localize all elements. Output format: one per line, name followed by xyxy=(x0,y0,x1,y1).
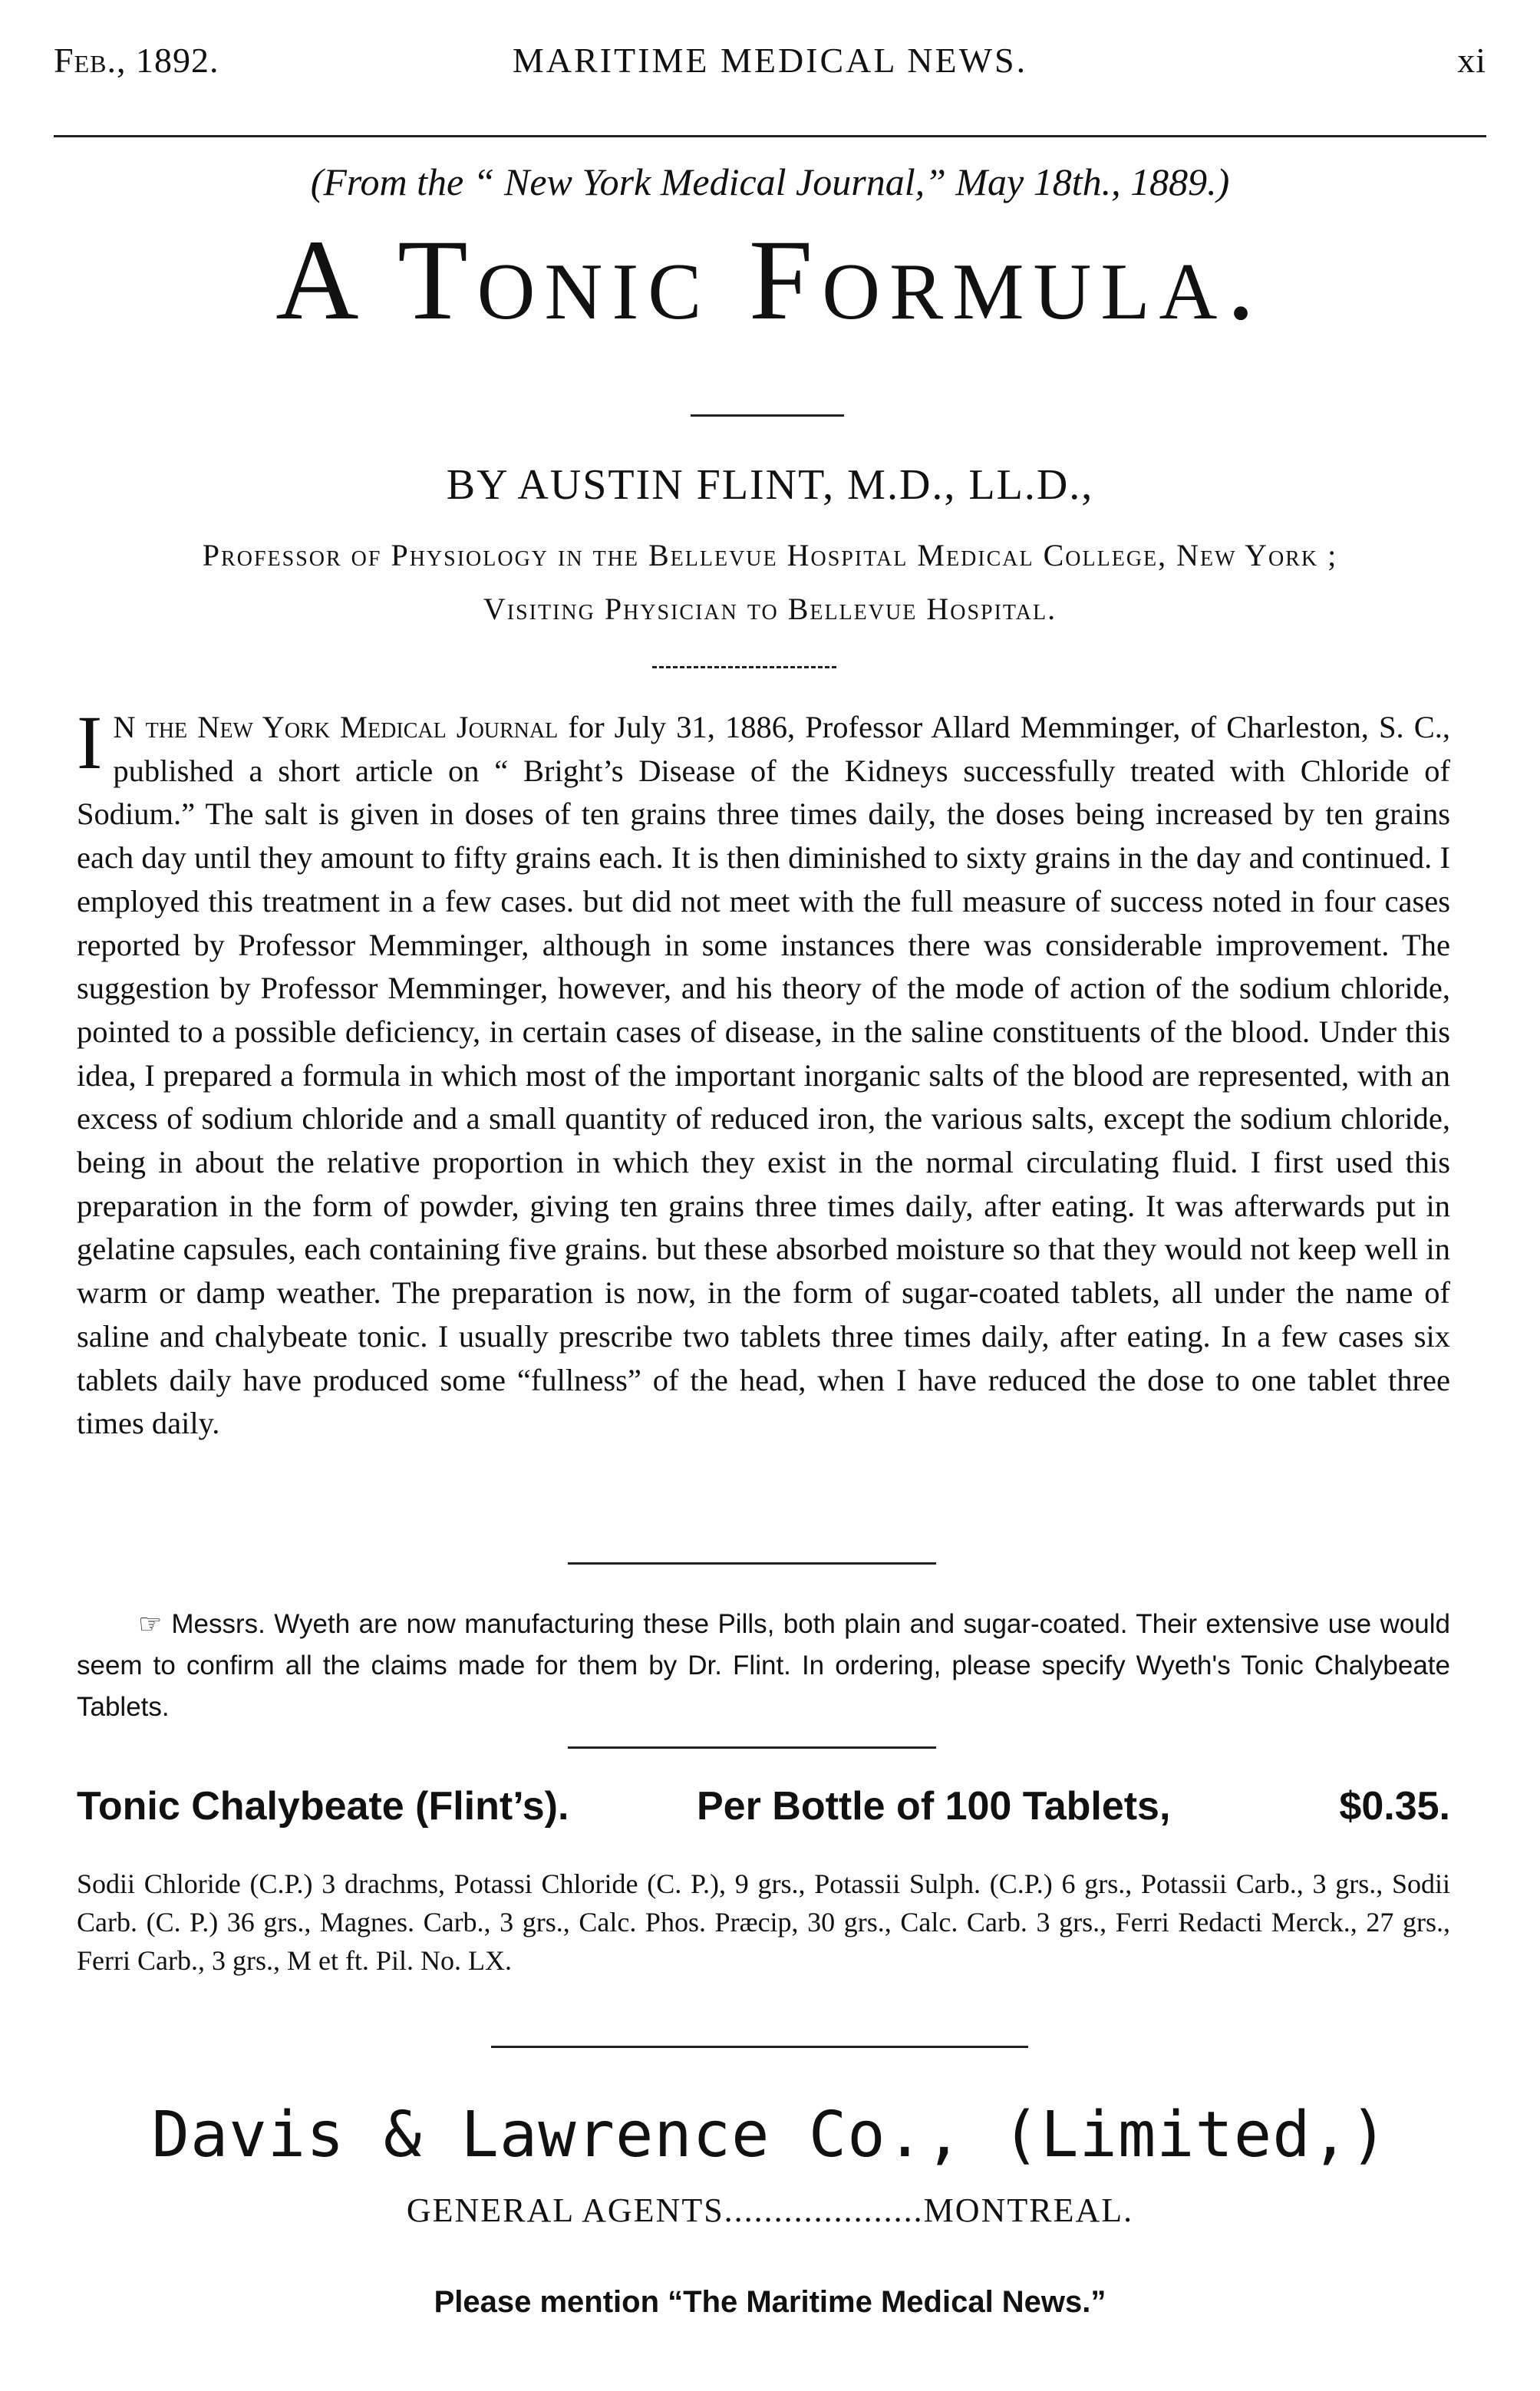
product-price: $0.35. xyxy=(1339,1784,1450,1829)
author-byline: BY AUSTIN FLINT, M.D., LL.D., xyxy=(446,461,1094,509)
author-position: Visiting Physician to Bellevue Hospital. xyxy=(483,592,1057,626)
footer-note: Please mention “The Maritime Medical News.” xyxy=(434,2285,1106,2319)
running-head xyxy=(54,40,1486,101)
issue-date: Feb., 1892. xyxy=(54,41,219,80)
author-affiliation: Professor of Physiology in the Bellevue Hospital Medical College, New York ; xyxy=(202,538,1338,572)
article-end-rule xyxy=(568,1562,936,1565)
title-rule xyxy=(691,414,844,417)
header-rule xyxy=(54,135,1486,137)
product-name: Tonic Chalybeate (Flint’s). xyxy=(77,1784,569,1829)
product-package: Per Bottle of 100 Tablets, xyxy=(697,1784,1171,1829)
formula-rule xyxy=(491,2046,1028,2048)
lead-in: N the xyxy=(113,710,198,744)
cited-journal: New York Medical Journal xyxy=(197,710,559,744)
agents-company: Davis & Lawrence Co., (Limited,) xyxy=(151,2099,1389,2172)
notice-text: Messrs. Wyeth are now manufacturing these Pills, both plain and sugar-coated. Their extensive use would seem to confirm all the claims made for them by Dr. Flint. In ordering, please specify Wyeth's Tonic Chalybeate Tablets. xyxy=(77,1609,1450,1722)
manufacturer-notice xyxy=(77,1604,1450,1728)
product-formula: Sodii Chloride (C.P.) 3 drachms, Potassi Chloride (C. P.), 9 grs., Potassii Sulph. (C.P.) 6 grs., Potassii Carb., 3 grs., Sodii Carb. (C. P.) 36 grs., Magnes. Carb., 3 grs., Calc. Phos. Præcip, 30 grs., Calc. Carb. 3 grs., Ferri Redacti Merck., 27 grs., Ferri Carb., 3 grs., M et ft. Pil. No. LX. xyxy=(77,1868,1450,1976)
agents-location: GENERAL AGENTS....................MONTREAL. xyxy=(406,2191,1134,2229)
source-citation: (From the “ New York Medical Journal,” May 18th., 1889.) xyxy=(310,160,1230,203)
pointing-hand-icon: ☞ xyxy=(138,1609,163,1639)
article-paragraph: for July 31, 1886, Professor Allard Memminger, of Charleston, S. C., published a short article on “ Bright’s Disease of the Kidneys successfully treated with Chloride of Sodium.” The salt is given in doses of ten grains three times daily, the doses being increased by ten grains each day until they amount to fifty grains each. It is then diminished to sixty grains in the day and continued. I employed this treatment in a few cases. but did not meet with the full measure of success noted in four cases reported by Professor Memminger, although in some instances there was considerable improvement. The suggestion by Professor Memminger, however, and his theory of the mode of action of the sodium chloride, pointed to a possible deficiency, in certain cases of disease, in the saline constituents of the blood. Under this idea, I prepared a formula in which most of the important inorganic salts of the blood are represented, with an excess of sodium chloride and a small quantity of reduced iron, the various salts, except the sodium chloride, being in about the relative proportion in which they exist in the normal circulating fluid. I first used this preparation in the form of powder, giving ten grains three times daily, after eating. It was afterwards put in gelatine capsules, each containing five grains. but these absorbed moisture so that they would not keep well in warm or damp weather. The preparation is now, in the form of sugar-coated tablets, all under the name of saline and chalybeate tonic. I usually prescribe two tablets three times daily, after eating. In a few cases six tablets daily have produced some “fullness” of the head, when I have reduced the dose to one tablet three times daily. xyxy=(77,710,1450,1441)
byline-rule xyxy=(652,666,836,668)
product-price-line xyxy=(77,1783,1450,1852)
drop-cap: I xyxy=(77,700,103,785)
notice-rule xyxy=(568,1746,936,1749)
article-body xyxy=(77,700,1450,1446)
article-title: A Tonic Formula. xyxy=(275,216,1265,344)
journal-title: MARITIME MEDICAL NEWS. xyxy=(512,41,1028,80)
page-number: xi xyxy=(1457,41,1486,80)
